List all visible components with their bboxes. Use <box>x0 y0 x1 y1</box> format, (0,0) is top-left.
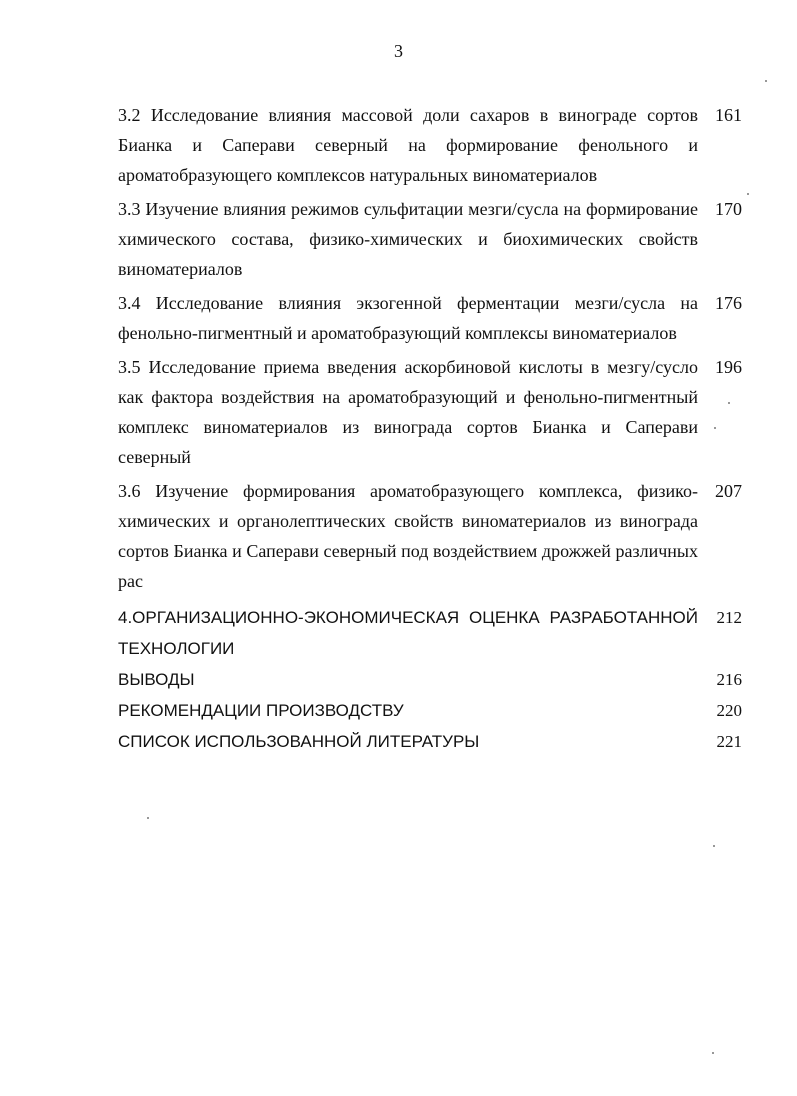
toc-entry-page: 196 <box>715 357 742 377</box>
toc-entry-3-5 <box>118 352 742 472</box>
scan-speck <box>747 193 749 195</box>
toc-entry-page: 221 <box>716 732 742 751</box>
toc-entry-title: СПИСОК ИСПОЛЬЗОВАННОЙ ЛИТЕРАТУРЫ <box>118 732 480 751</box>
toc-entry-title: ВЫВОДЫ <box>118 670 195 689</box>
toc-entry-page: 216 <box>716 670 742 689</box>
toc-entry-3-6 <box>118 476 742 596</box>
toc-entry-chapter-4 <box>118 602 742 664</box>
toc-entry-page: 161 <box>715 105 742 125</box>
scan-speck <box>713 845 715 847</box>
toc-entry-page: 220 <box>716 701 742 720</box>
scan-speck <box>728 402 730 404</box>
scan-speck <box>765 80 767 82</box>
scan-speck <box>712 1052 714 1054</box>
toc-entry-conclusions <box>118 664 742 695</box>
toc-entry-page: 170 <box>715 199 742 219</box>
toc-entry-page: 176 <box>715 293 742 313</box>
toc-entry-page: 207 <box>715 481 742 501</box>
toc-entry-3-2 <box>118 100 742 190</box>
table-of-contents <box>118 100 742 757</box>
toc-entry-title: 3.4 Исследование влияния экзогенной ферментации мезги/сусла на фенольно-пигментный и ароматобразующий комплексы виноматериалов <box>118 293 698 343</box>
toc-entry-title: 3.6 Изучение формирования ароматобразующего комплекса, физико-химических и органолептических свойств виноматериалов из винограда сортов Бианка и Саперави северный под воздействием дрожжей различных рас <box>118 481 698 591</box>
toc-entry-title: 4.ОРГАНИЗАЦИОННО-ЭКОНОМИЧЕСКАЯ ОЦЕНКА РАЗРАБОТАННОЙ ТЕХНОЛОГИИ <box>118 608 698 658</box>
toc-entry-title: 3.2 Исследование влияния массовой доли сахаров в винограде сортов Бианка и Саперави северный на формирование фенольного и ароматобразующего комплексов натуральных виноматериалов <box>118 105 698 185</box>
toc-entry-page: 212 <box>716 608 742 627</box>
toc-entry-references <box>118 726 742 757</box>
toc-entry-recommendations <box>118 695 742 726</box>
toc-entry-title: 3.3 Изучение влияния режимов сульфитации мезги/сусла на формирование химического состава, физико-химических и биохимических свойств виноматериалов <box>118 199 698 279</box>
toc-entry-3-3 <box>118 194 742 284</box>
scan-speck <box>147 817 149 819</box>
toc-entry-3-4 <box>118 288 742 348</box>
page-number: 3 <box>394 41 403 61</box>
scan-speck <box>714 427 716 429</box>
toc-entry-title: 3.5 Исследование приема введения аскорбиновой кислоты в мезгу/сусло как фактора воздействия на ароматобразующий и фенольно-пигментный комплекс виноматериалов из винограда сортов Бианка и Саперави северный <box>118 357 698 467</box>
toc-entry-title: РЕКОМЕНДАЦИИ ПРОИЗВОДСТВУ <box>118 701 404 720</box>
